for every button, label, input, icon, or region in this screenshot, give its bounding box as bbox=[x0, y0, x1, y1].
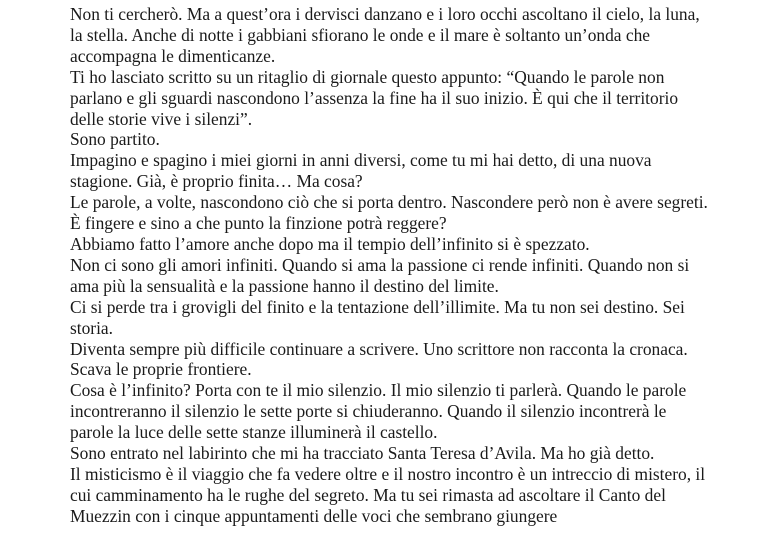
paragraph: Sono partito. bbox=[70, 129, 160, 150]
paragraph: Le parole, a volte, nascondono ciò che si porta dentro. Nascondere però non è avere segreti. È fingere e sino a che punto la finzione potrà reggere? bbox=[70, 192, 708, 234]
paragraph: Abbiamo fatto l’amore anche dopo ma il tempio dell’infinito si è spezzato. bbox=[70, 233, 590, 254]
paragraph: Cosa è l’infinito? Porta con te il mio silenzio. Il mio silenzio ti parlerà. Quando le parole incontreranno il silenzio le sette porte si chiuderanno. Quando il silenzio incontrerà le parole la luce delle sette stanze illuminerà il castello. bbox=[70, 380, 687, 443]
paragraph: Non ti cercherò. Ma a quest’ora i dervisci danzano e i loro occhi ascoltano il cielo, la luna, la stella. Anche di notte i gabbiani sfiorano le onde e il mare è soltanto un’onda che accompagna le dimenticanze. bbox=[70, 4, 700, 66]
paragraph: Ti ho lasciato scritto su un ritaglio di giornale questo appunto: “Quando le parole non parlano e gli sguardi nascondono l’assenza la fine ha il suo inizio. È qui che il territorio delle storie vive i silenzi”. bbox=[70, 66, 679, 129]
paragraph: Ci si perde tra i grovigli del finito e la tentazione dell’illimite. Ma tu non sei destino. Sei storia. bbox=[70, 296, 685, 338]
paragraph: Diventa sempre più difficile continuare a scrivere. Uno scrittore non racconta la cronaca. Scava le proprie frontiere. bbox=[70, 338, 688, 380]
paragraph: Sono entrato nel labirinto che mi ha tracciato Santa Teresa d’Avila. Ma ho già detto. bbox=[70, 443, 655, 464]
paragraph: Il misticismo è il viaggio che fa vedere oltre e il nostro incontro è un intreccio di mistero, il cui camminamento ha le rughe del segreto. Ma tu sei rimasta ad ascoltare il Canto del Muezzin con i cinque appuntamenti delle voci che sembrano giungere bbox=[70, 463, 706, 526]
paragraph: Impagino e spagino i miei giorni in anni diversi, come tu mi hai detto, di una nuova stagione. Già, è proprio finita… Ma cosa? bbox=[70, 150, 652, 192]
paragraph: Non ci sono gli amori infiniti. Quando si ama la passione ci rende infiniti. Quando non si ama più la sensualità e la passione hanno il destino del limite. bbox=[70, 254, 690, 296]
document-body bbox=[70, 4, 710, 527]
